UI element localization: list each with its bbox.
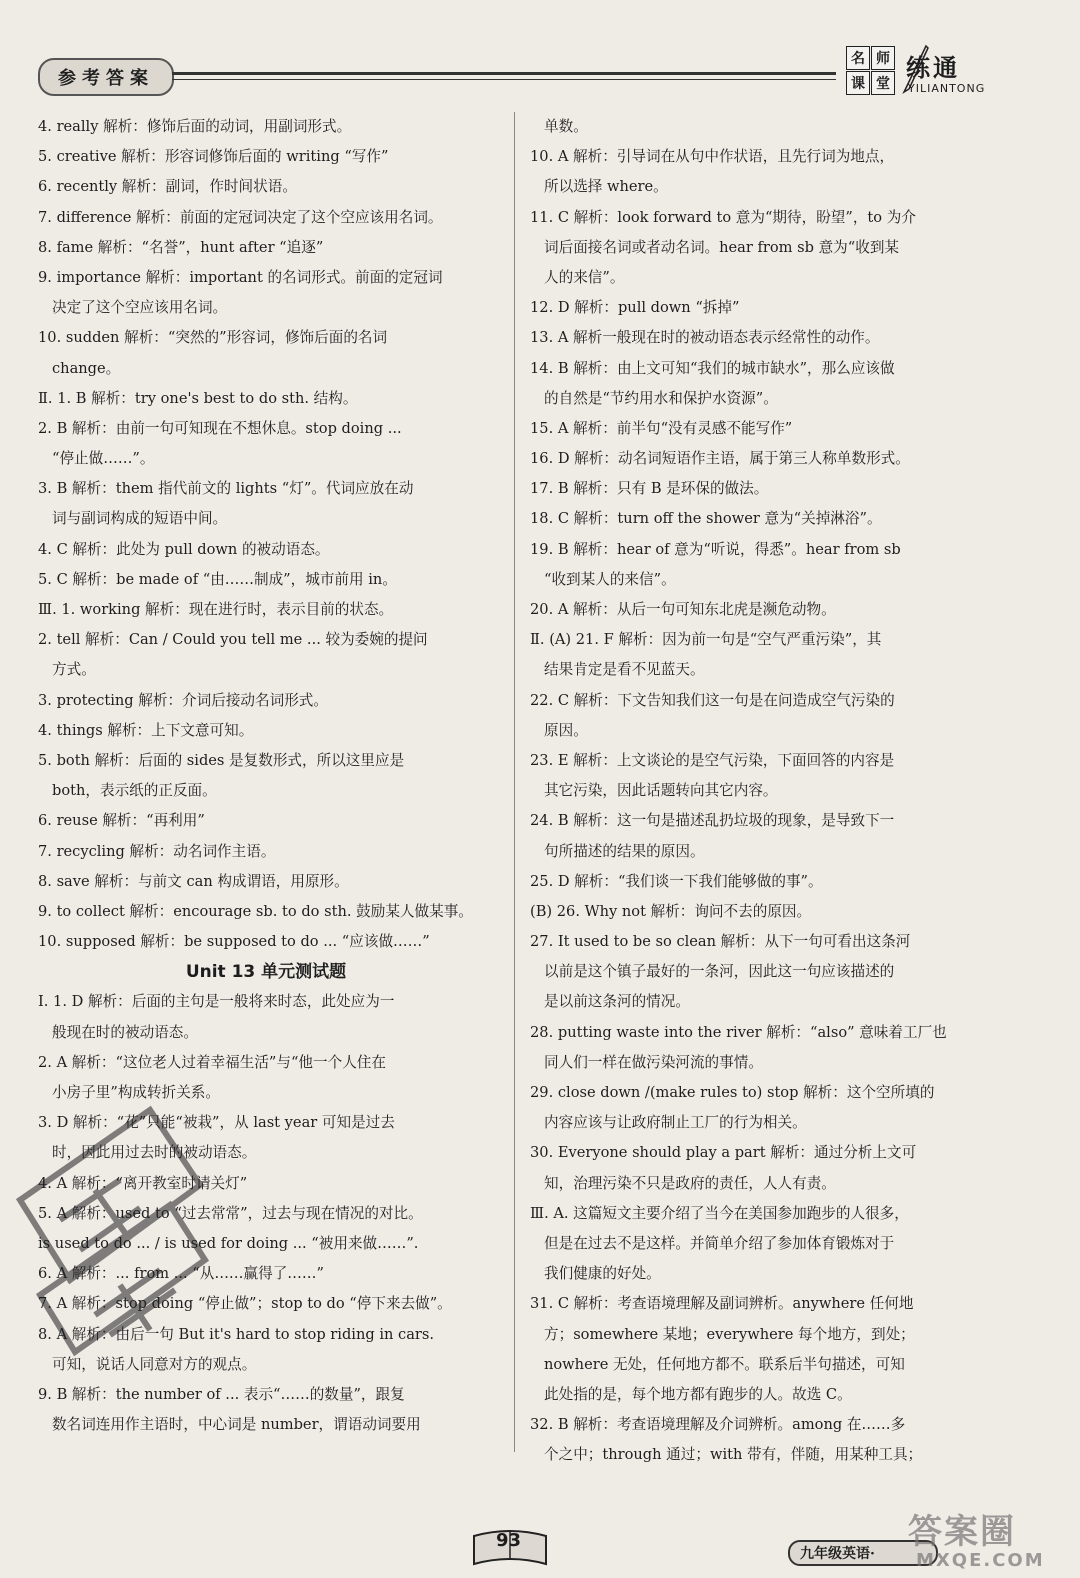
answer-line: 知，治理污染不只是政府的责任，人人有责。: [544, 1174, 836, 1192]
header-rule: [172, 72, 836, 75]
answer-line: 15. A 解析：前半句“没有灵感不能写作”: [530, 419, 793, 437]
answer-line: 原因。: [544, 721, 588, 739]
answer-line: 同人们一样在做污染河流的事情。: [544, 1053, 763, 1071]
brand-subtitle: YILIANTONG: [908, 82, 986, 95]
section-heading: Unit 13 单元测试题: [185, 962, 347, 983]
answer-line: 时，因此用过去时的被动语态。: [52, 1144, 257, 1162]
answer-line: 词后面接名词或者动名词。hear from sb 意为“收到某: [544, 238, 900, 256]
answer-line: 单数。: [544, 118, 588, 135]
answer-line: 25. D 解析：“我们谈一下我们能够做的事”。: [530, 872, 823, 890]
answer-line: Ⅱ. (A) 21. F 解析：因为前一句是“空气严重污染”，其: [530, 631, 882, 649]
column-divider: [514, 112, 515, 1452]
page-number: 93: [496, 1530, 522, 1551]
answer-line: 5. A 解析：used to “过去常常”，过去与现在情况的对比。: [38, 1204, 423, 1222]
answer-line: 32. B 解析：考查语境理解及介词辨析。among 在……多: [530, 1416, 906, 1434]
answer-line: 10. sudden 解析：“突然的”形容词，修饰后面的名词: [38, 329, 388, 347]
header-rule-thin: [172, 79, 836, 80]
answer-line: 人的来信”。: [544, 268, 625, 286]
answer-line: 6. recently 解析：副词，作时间状语。: [38, 178, 297, 196]
answer-line: 14. B 解析：由上文可知“我们的城市缺水”，那么应该做: [530, 359, 895, 377]
answer-line: 22. C 解析：下文告知我们这一句是在问造成空气污染的: [530, 691, 895, 709]
answer-line: 8. save 解析：与前文 can 构成谓语，用原形。: [38, 872, 349, 890]
answer-line: 4. things 解析：上下文意可知。: [38, 721, 254, 739]
answer-line: nowhere 无处，任何地方都不。联系后半句描述，可知: [544, 1355, 905, 1373]
answer-line: 9. importance 解析：important 的名词形式。前面的定冠词: [38, 268, 443, 286]
answer-line: 5. both 解析：后面的 sides 是复数形式，所以这里应是: [38, 751, 405, 769]
answer-line: 以前是这个镇子最好的一条河，因此这一句应该描述的: [544, 963, 895, 981]
answer-line: Ⅲ. A. 这篇短文主要介绍了当今在美国参加跑步的人很多，: [530, 1204, 909, 1222]
answer-line: 20. A 解析：从后一句可知东北虎是濒危动物。: [530, 601, 836, 618]
answer-line: 8. A 解析：由后一句 But it's hard to stop riding in cars.: [38, 1325, 435, 1343]
answer-line: 小房子里”构成转折关系。: [52, 1084, 220, 1101]
answer-line: 18. C 解析：turn off the shower 意为“关掉淋浴”。: [530, 510, 882, 528]
answer-line: 7. recycling 解析：动名词作主语。: [38, 842, 276, 860]
answer-line: 28. putting waste into the river 解析：“also” 意味着工厂也: [530, 1023, 947, 1041]
answer-line: 5. creative 解析：形容词修饰后面的 writing “写作”: [38, 148, 389, 166]
watermark-text: 答案圈: [908, 1512, 1016, 1552]
watermark-logo: [880, 1500, 1080, 1578]
answer-line: 9. B 解析：the number of ... 表示“……的数量”，跟复: [38, 1385, 405, 1403]
answer-line: 7. difference 解析：前面的定冠词决定了这个空应该用名词。: [38, 208, 443, 226]
header: [0, 0, 1080, 110]
answer-line: 31. C 解析：考查语境理解及副词辨析。anywhere 任何地: [530, 1295, 914, 1313]
answer-line: 其它污染，因此话题转向其它内容。: [544, 782, 778, 800]
answer-line: 24. B 解析：这一句是描述乱扔垃圾的现象，是导致下一: [530, 812, 895, 830]
section-badge: 参考答案: [38, 58, 174, 96]
answer-line: 结果肯定是看不见蓝天。: [544, 661, 705, 679]
answer-line: 4. really 解析：修饰后面的动词，用副词形式。: [38, 118, 352, 135]
answer-line: 3. D 解析：“花”只能“被栽”，从 last year 可知是过去: [38, 1114, 395, 1132]
answer-line: 我们健康的好处。: [544, 1265, 661, 1283]
logo-char: 堂: [871, 71, 895, 95]
answer-line: (B) 26. Why not 解析：询问不去的原因。: [530, 902, 812, 920]
answer-line: 23. E 解析：上文谈论的是空气污染，下面回答的内容是: [530, 751, 895, 769]
answer-line: 13. A 解析一般现在时的被动语态表示经常性的动作。: [530, 329, 880, 347]
watermark-url: MXQE.COM: [916, 1550, 1045, 1571]
answer-line: 3. protecting 解析：介词后接动名词形式。: [38, 691, 328, 709]
answer-line: 29. close down /(make rules to) stop 解析：这个空所填的: [530, 1084, 935, 1101]
answer-line: 词与副词构成的短语中间。: [52, 510, 228, 528]
answer-line: 般现在时的被动语态。: [52, 1023, 198, 1041]
answer-line: 11. C 解析：look forward to 意为“期待，盼望”，to 为介: [530, 208, 916, 226]
answer-line: 句所描述的结果的原因。: [544, 842, 705, 860]
answer-line: 可知，说话人同意对方的观点。: [52, 1355, 257, 1373]
answer-line: 此处指的是，每个地方都有跑步的人。故选 C。: [544, 1385, 852, 1403]
logo-char: 课: [846, 71, 870, 95]
brand-title: 练通: [906, 53, 960, 82]
answer-line: 2. tell 解析：Can / Could you tell me ... 较为委婉的提问: [38, 631, 428, 649]
answer-line: “停止做……”。: [52, 450, 155, 468]
answer-line: Ⅱ. 1. B 解析：try one's best to do sth. 结构。: [38, 389, 358, 407]
answer-line: both，表示纸的正反面。: [52, 782, 217, 800]
answer-line: 的自然是“节约用水和保护水资源”。: [544, 389, 778, 407]
logo-char: 师: [871, 46, 895, 70]
answer-line: 7. A 解析：stop doing “停止做”；stop to do “停下来去做”。: [38, 1295, 452, 1313]
answer-line: 9. to collect 解析：encourage sb. to do sth. 鼓励某人做某事。: [38, 902, 473, 920]
answer-line: 3. B 解析：them 指代前文的 lights “灯”。代词应放在动: [38, 480, 414, 498]
answer-line: Ⅰ. 1. D 解析：后面的主句是一般将来时态，此处应为一: [38, 993, 395, 1011]
answer-line: 6. A 解析：... from ... “从……赢得了……”: [38, 1265, 324, 1283]
answer-line: 是以前这条河的情况。: [544, 993, 690, 1011]
answer-line: is used to do ... / is used for doing ... “被用来做……”.: [38, 1234, 419, 1252]
footer-label: 九年级英语·: [788, 1540, 938, 1566]
answer-line: 方；somewhere 某地；everywhere 每个地方，到处；: [544, 1325, 915, 1343]
answer-line: 决定了这个空应该用名词。: [52, 299, 228, 317]
answer-line: “收到某人的来信”。: [544, 570, 676, 588]
answer-line: 10. supposed 解析：be supposed to do ... “应该做……”: [38, 933, 430, 951]
answer-line: 27. It used to be so clean 解析：从下一句可看出这条河: [530, 933, 911, 951]
answer-line: 2. A 解析：“这位老人过着幸福生活”与“他一个人住在: [38, 1053, 387, 1071]
answer-line: 但是在过去不是这样。并简单介绍了参加体育锻炼对于: [544, 1234, 895, 1252]
logo-char: 名: [846, 46, 870, 70]
answer-line: 数名词连用作主语时，中心词是 number，谓语动词要用: [52, 1416, 421, 1434]
answer-line: change。: [52, 359, 121, 377]
answer-line: Ⅲ. 1. working 解析：现在进行时，表示目前的状态。: [38, 601, 394, 618]
publisher-logo: [846, 46, 896, 96]
answer-line: 10. A 解析：引导词在从句中作状语，且先行词为地点，: [530, 148, 895, 166]
answer-line: 30. Everyone should play a part 解析：通过分析上文可: [530, 1144, 917, 1162]
answer-line: 内容应该与让政府制止工厂的行为相关。: [544, 1114, 807, 1132]
answer-line: 8. fame 解析：“名誉”，hunt after “追逐”: [38, 238, 324, 256]
answer-line: 4. A 解析：“离开教室时请关灯”: [38, 1174, 248, 1192]
answer-line: 个之中；through 通过；with 带有，伴随，用某种工具；: [544, 1446, 923, 1464]
answer-line: 5. C 解析：be made of “由……制成”，城市前用 in。: [38, 570, 397, 588]
right-column: [530, 112, 980, 1470]
answer-line: 19. B 解析：hear of 意为“听说，得悉”。hear from sb: [530, 540, 901, 558]
answer-line: 12. D 解析：pull down “拆掉”: [530, 299, 740, 317]
answer-line: 所以选择 where。: [544, 178, 668, 196]
answer-line: 4. C 解析：此处为 pull down 的被动语态。: [38, 540, 330, 558]
left-column: [38, 112, 494, 1440]
answer-line: 16. D 解析：动名词短语作主语，属于第三人称单数形式。: [530, 450, 910, 468]
answer-line: 2. B 解析：由前一句可知现在不想休息。stop doing ...: [38, 419, 402, 437]
answer-line: 6. reuse 解析：“再利用”: [38, 812, 205, 830]
answer-line: 方式。: [52, 661, 96, 679]
answer-line: 17. B 解析：只有 B 是环保的做法。: [530, 480, 769, 498]
